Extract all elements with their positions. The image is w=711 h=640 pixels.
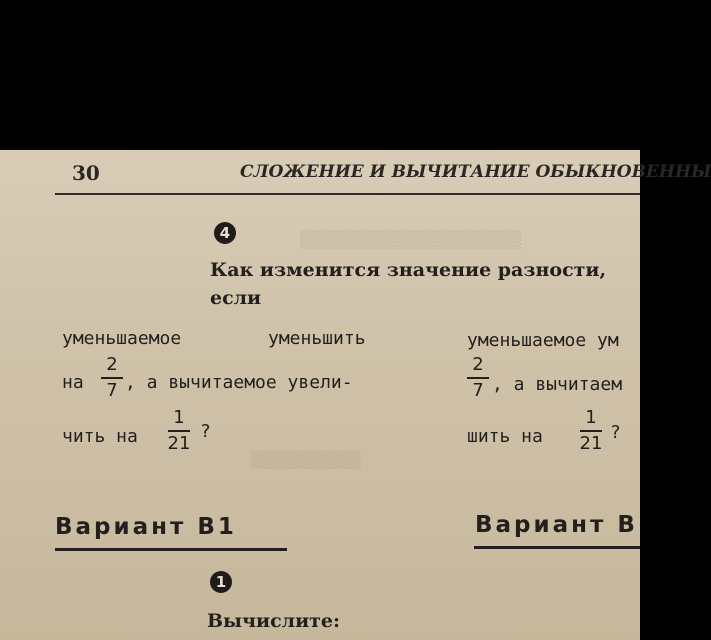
right-line-3-end: ? xyxy=(610,422,621,443)
fraction-bar xyxy=(580,430,602,432)
fraction-bar xyxy=(168,430,190,432)
variant-rule-left xyxy=(55,548,287,551)
task-number-badge: 1 xyxy=(210,571,232,593)
fraction-numerator: 1 xyxy=(585,407,597,428)
fraction-numerator: 2 xyxy=(106,354,118,375)
running-head: СЛОЖЕНИЕ И ВЫЧИТАНИЕ ОБЫКНОВЕННЫ xyxy=(240,162,711,182)
bleed-through-text: ▒▒▒▒▒▒▒▒▒ xyxy=(250,450,361,469)
right-line-3-start: шить на xyxy=(467,426,543,447)
page-number: 30 xyxy=(72,161,100,185)
left-line-3-start: чить на xyxy=(62,426,138,447)
task-number-badge: 4 xyxy=(214,222,236,244)
variant-rule-right xyxy=(474,546,640,549)
fraction-two-sevenths xyxy=(97,355,127,401)
task-instruction: Вычислите: xyxy=(207,610,341,632)
fraction-two-sevenths-right xyxy=(463,355,493,401)
fraction-numerator: 1 xyxy=(173,407,185,428)
right-line-1: уменьшаемое ум xyxy=(467,330,619,351)
left-line-1-word-1: уменьшаемое xyxy=(62,328,182,349)
question-line-2: если xyxy=(210,287,262,309)
fraction-denominator: 21 xyxy=(579,432,603,454)
textbook-page xyxy=(0,150,711,640)
fraction-denominator: 21 xyxy=(167,432,191,454)
header-rule xyxy=(55,193,640,195)
left-line-3-end: ? xyxy=(200,421,211,442)
fraction-one-twentyfirst xyxy=(164,408,194,454)
task-question xyxy=(210,256,630,312)
fraction-bar xyxy=(101,377,123,379)
left-line-2-start: на xyxy=(62,372,84,393)
left-line-1-word-2: уменьшить xyxy=(268,328,366,349)
left-line-2-rest: , а вычитаемое увели- xyxy=(125,372,353,393)
variant-heading-right: Вариант В xyxy=(475,512,638,538)
fraction-one-twentyfirst-right xyxy=(576,408,606,454)
fraction-denominator: 7 xyxy=(106,379,118,401)
bleed-through-text: ▒▒▒▒▒▒▒▒▒▒▒▒▒▒▒▒▒▒ xyxy=(300,230,522,249)
question-line-1: Как изменится значение разности, xyxy=(210,259,607,281)
fraction-denominator: 7 xyxy=(472,379,484,401)
fraction-numerator: 2 xyxy=(472,354,484,375)
fraction-bar xyxy=(467,377,489,379)
variant-heading-left: Вариант В1 xyxy=(55,514,237,540)
right-line-2-rest: , а вычитаем xyxy=(492,374,623,395)
